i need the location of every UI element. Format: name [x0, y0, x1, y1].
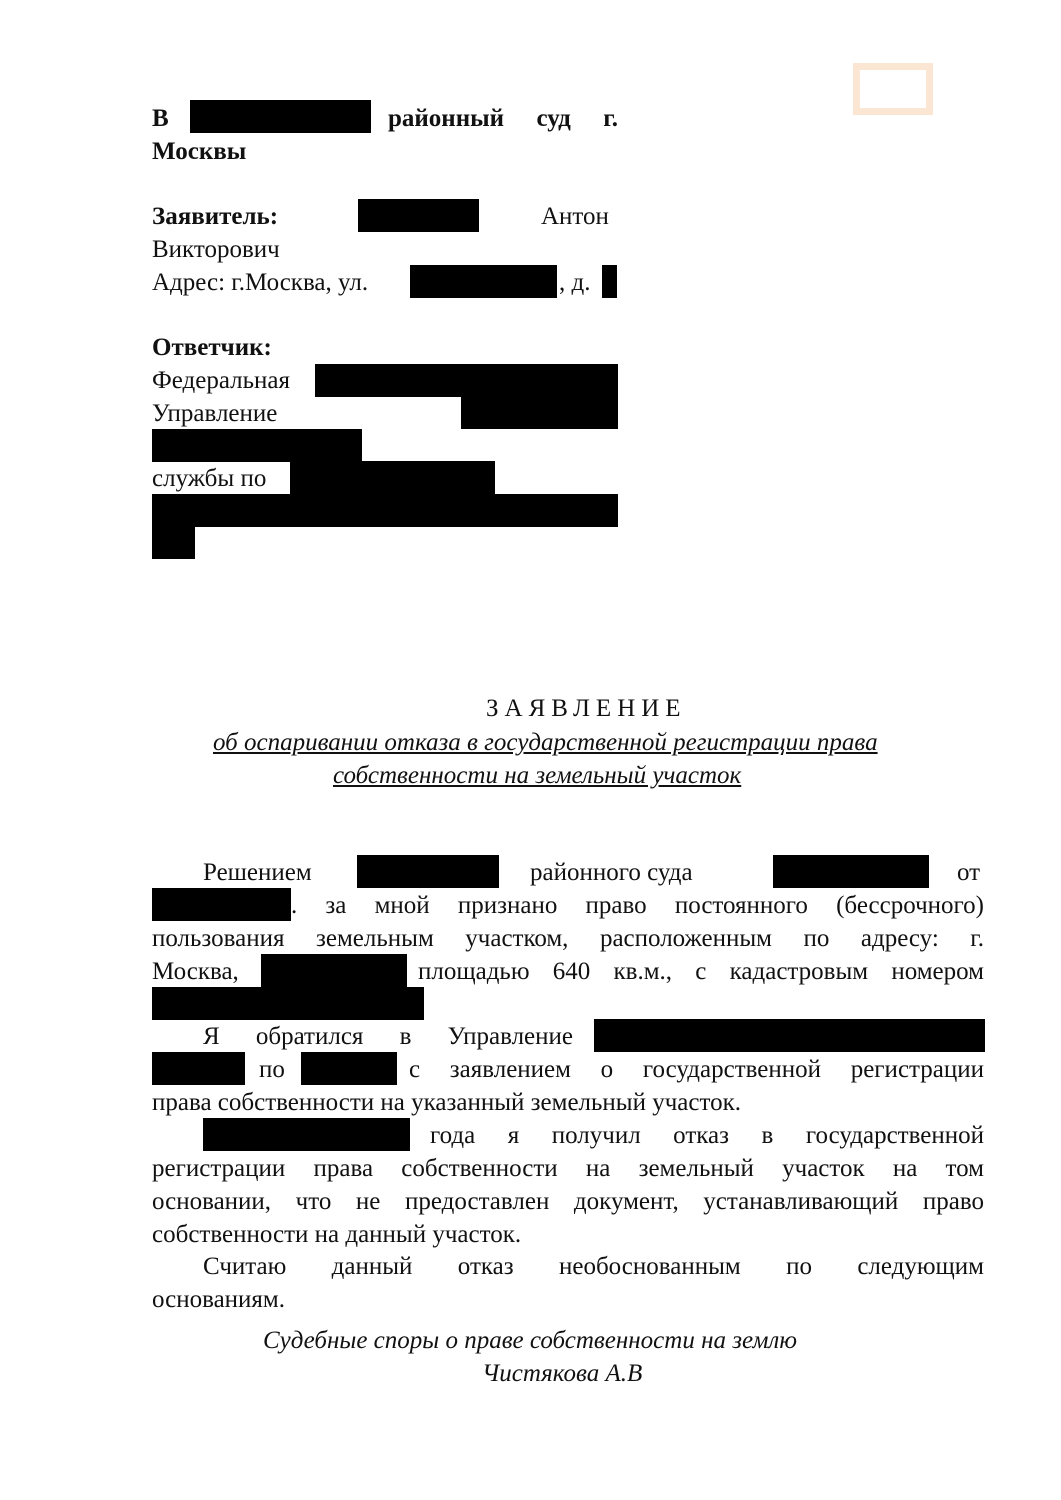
redaction	[410, 265, 557, 298]
respondent-label: Ответчик:	[152, 334, 272, 361]
redaction	[152, 526, 195, 559]
body-text: основаниям.	[152, 1286, 285, 1313]
redaction	[357, 855, 499, 888]
document-title: ЗАЯВЛЕНИЕ	[486, 695, 687, 722]
court-prefix: В	[152, 105, 169, 132]
body-text: районного суда	[530, 859, 693, 886]
body-text: с заявлением о государственной регистрации	[409, 1056, 984, 1083]
respondent-line1: Федеральная	[152, 367, 291, 394]
redaction	[315, 364, 618, 397]
court-city: Москвы	[152, 138, 247, 165]
redaction	[190, 100, 371, 133]
document-subtitle-line1: об оспаривании отказа в государственной регистрации права	[213, 729, 878, 756]
applicant-address-house: , д.	[559, 269, 591, 296]
body-text: Москва,	[152, 958, 239, 985]
redaction	[203, 1118, 410, 1151]
redaction	[773, 855, 929, 888]
court-suffix: районный суд г.	[388, 105, 618, 132]
respondent-line2: Управление	[152, 400, 278, 427]
body-text: права собственности на указанный земельный участок.	[152, 1089, 741, 1116]
body-text: Я обратился в Управление	[203, 1023, 573, 1050]
redaction	[152, 987, 424, 1020]
redaction	[261, 954, 407, 987]
body-text: по	[259, 1056, 285, 1083]
applicant-patronymic: Викторович	[152, 236, 280, 263]
respondent-line4: службы по	[152, 465, 267, 492]
redaction	[301, 1052, 397, 1085]
applicant-address-prefix: Адрес: г.Москва, ул.	[152, 269, 369, 296]
body-text: Считаю данный отказ необоснованным по следующим	[203, 1253, 984, 1280]
footer-line2: Чистякова А.В	[482, 1360, 643, 1387]
body-text: года я получил отказ в государственной	[430, 1122, 984, 1149]
redaction	[358, 199, 479, 232]
redaction	[602, 265, 617, 298]
redaction	[152, 494, 618, 527]
footer-line1: Судебные споры о праве собственности на землю	[263, 1327, 797, 1354]
body-text: регистрации права собственности на земельный участок на том	[152, 1155, 984, 1182]
body-text: от	[957, 859, 981, 886]
redaction	[152, 888, 291, 921]
corner-stamp	[853, 63, 933, 115]
body-text: площадью 640 кв.м., с кадастровым номером	[418, 958, 984, 985]
redaction	[290, 461, 495, 494]
body-text: основании, что не предоставлен документ, устанавливающий право	[152, 1188, 984, 1215]
body-text: собственности на данный участок.	[152, 1221, 522, 1248]
redaction	[594, 1019, 985, 1052]
applicant-first-name: Антон	[541, 203, 609, 230]
redaction	[461, 396, 618, 429]
redaction	[152, 1052, 245, 1085]
applicant-label: Заявитель:	[152, 203, 279, 230]
document-subtitle-line2: собственности на земельный участок	[333, 762, 742, 789]
body-text: пользования земельным участком, расположенным по адресу: г.	[152, 925, 984, 952]
body-text: . за мной признано право постоянного (бессрочного)	[291, 892, 984, 919]
body-text: Решением	[203, 859, 312, 886]
redaction	[152, 429, 362, 462]
